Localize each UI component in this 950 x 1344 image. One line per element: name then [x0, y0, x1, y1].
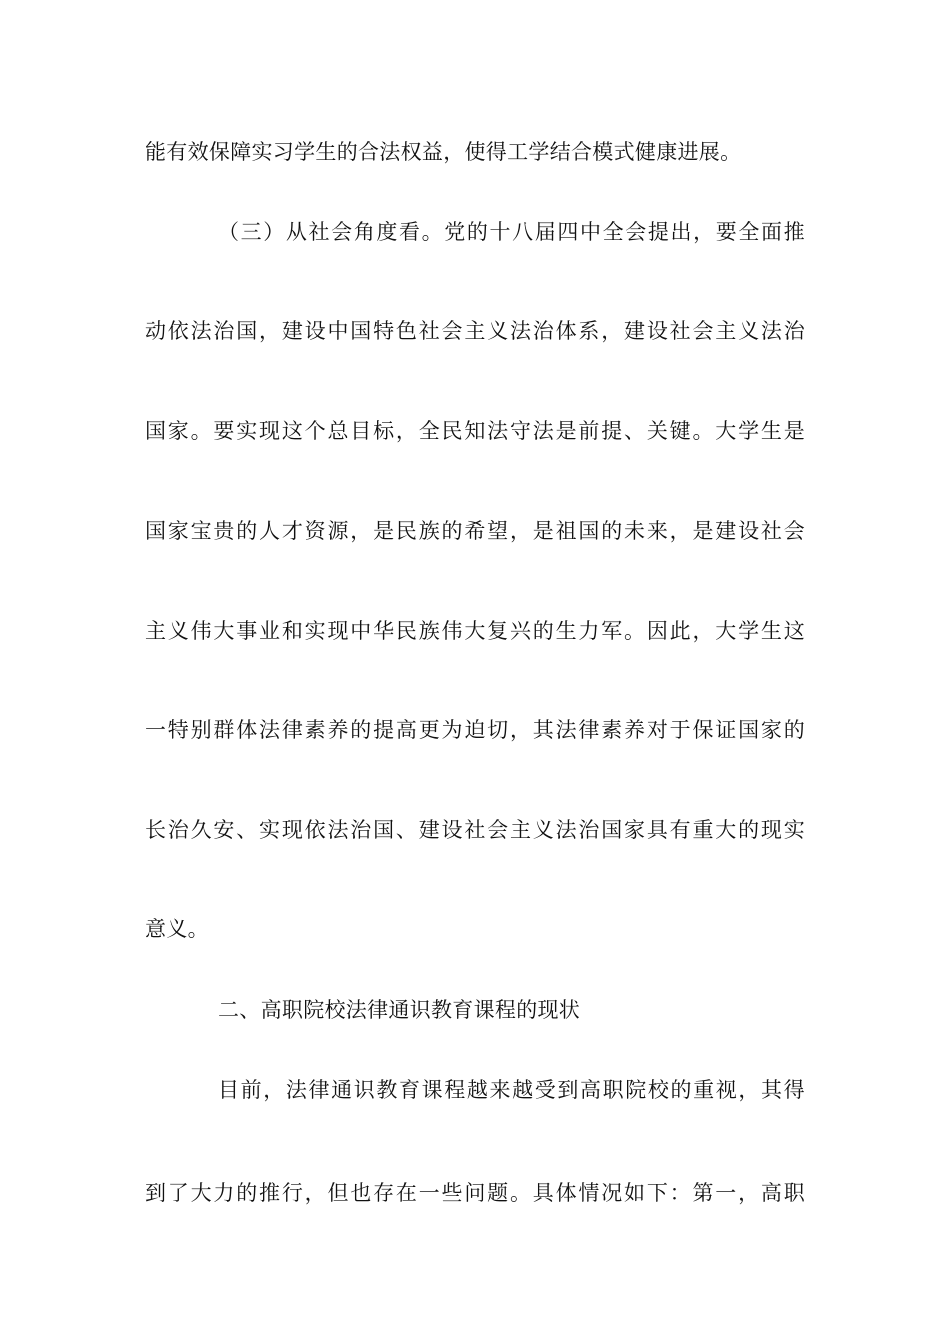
text-line-11: 目前，法律通识教育课程越来越受到高职院校的重视，其得	[218, 1078, 805, 1102]
text-line-6: 主义伟大事业和实现中华民族伟大复兴的生力军。因此，大学生这	[145, 619, 805, 643]
text-line-3: 动依法治国，建设中国特色社会主义法治体系，建设社会主义法治	[145, 319, 805, 343]
text-line-7: 一特别群体法律素养的提高更为迫切，其法律素养对于保证国家的	[145, 718, 805, 742]
text-line-8: 长治久安、实现依法治国、建设社会主义法治国家具有重大的现实	[145, 818, 805, 842]
text-line-9: 意义。	[145, 917, 209, 941]
text-line-4: 国家。要实现这个总目标，全民知法守法是前提、关键。大学生是	[145, 419, 805, 443]
text-line-2: （三）从社会角度看。党的十八届四中全会提出，要全面推	[218, 220, 805, 244]
text-line-1: 能有效保障实习学生的合法权益，使得工学结合模式健康进展。	[145, 140, 742, 164]
text-line-12: 到了大力的推行，但也存在一些问题。具体情况如下：第一，高职	[145, 1181, 805, 1205]
text-line-5: 国家宝贵的人才资源，是民族的希望，是祖国的未来，是建设社会	[145, 519, 805, 543]
section-heading: 二、高职院校法律通识教育课程的现状	[218, 998, 581, 1022]
